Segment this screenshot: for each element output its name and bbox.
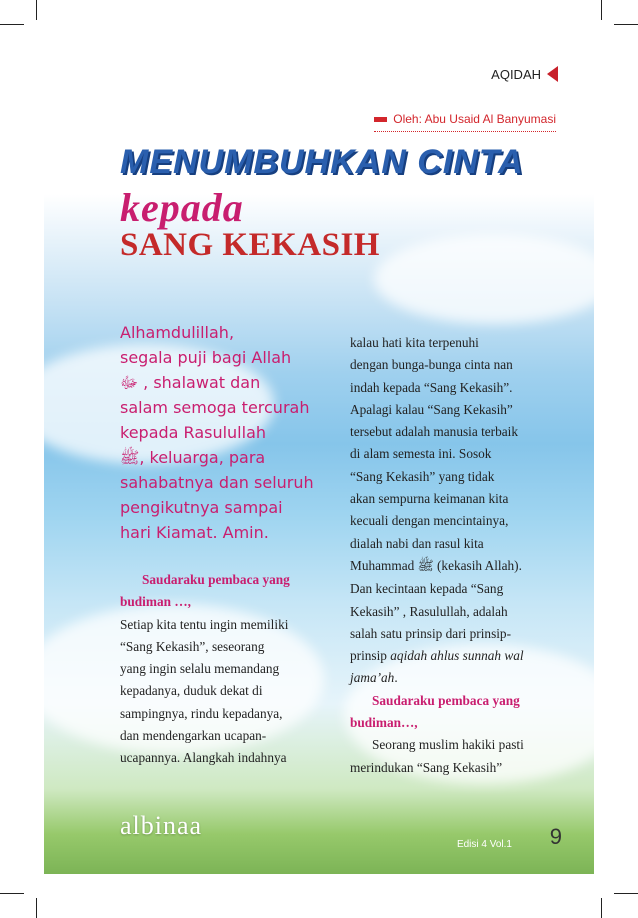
crop-mark <box>601 898 602 918</box>
body-line: di alam semesta ini. Sosok <box>350 446 492 462</box>
intro-paragraph <box>120 320 342 545</box>
crop-mark <box>36 0 37 20</box>
body-line: prinsip aqidah ahlus sunnah wal <box>350 648 524 664</box>
body-line: indah kepada “Sang Kekasih”. <box>350 379 513 395</box>
intro-text: , keluarga, para <box>139 448 266 467</box>
body-line: kecuali dengan mencintainya, <box>350 513 509 529</box>
title-line-3: SANG KEKASIH <box>120 227 380 263</box>
title-line-2: kepada <box>120 185 244 230</box>
intro-line: sahabatnya dan seluruh <box>120 473 314 492</box>
author-byline <box>374 112 556 132</box>
body-line: Dan kecintaan kepada “Sang <box>350 581 504 597</box>
body-line: sampingnya, rindu kepadanya, <box>120 705 283 721</box>
body-line: tersebut adalah manusia terbaik <box>350 424 518 440</box>
crop-mark <box>614 893 638 894</box>
magazine-logo: albinaa <box>120 811 203 840</box>
page-number: 9 <box>549 824 562 849</box>
left-column <box>120 569 332 770</box>
crop-mark <box>0 24 24 25</box>
intro-line: kepada Rasulullah <box>120 423 267 442</box>
body-line: “Sang Kekasih”, seseorang <box>120 638 265 654</box>
body-line: salah satu prinsip dari prinsip- <box>350 625 512 641</box>
intro-line <box>120 445 342 470</box>
body-line: yang ingin selalu memandang <box>120 661 280 677</box>
body-line: Apalagi kalau “Sang Kekasih” <box>350 401 513 417</box>
body-line: “Sang Kekasih” yang tidak <box>350 468 495 484</box>
body-line: Seorang muslim hakiki pasti <box>372 737 524 753</box>
intro-line: hari Kiamat. Amin. <box>120 523 269 542</box>
allah-glyph-icon: ﷻ <box>120 373 139 392</box>
column-heading: budiman …, <box>120 594 191 610</box>
column-heading: Saudaraku pembaca yang <box>372 692 520 708</box>
author-bar-icon <box>374 117 387 122</box>
magazine-page <box>44 44 594 874</box>
body-line: kepadanya, duduk dekat di <box>120 683 263 699</box>
salawat-glyph-icon: ﷺ <box>120 448 140 467</box>
crop-mark <box>614 24 638 25</box>
salawat-glyph-icon: ﷺ <box>417 558 434 574</box>
edition-label: Edisi 4 Vol.1 <box>456 839 512 850</box>
intro-line: pengikutnya sampai <box>120 498 283 517</box>
body-line: Kekasih” , Rasulullah, adalah <box>350 603 508 619</box>
intro-text: , shalawat dan <box>138 373 261 392</box>
section-tag <box>491 66 558 82</box>
body-line: jama’ah. <box>350 670 398 686</box>
intro-line <box>120 370 342 395</box>
body-line: dan mendengarkan ucapan- <box>120 728 267 744</box>
intro-line: segala puji bagi Allah <box>120 348 292 367</box>
body-line: kalau hati kita terpenuhi <box>350 335 479 350</box>
body-line: akan sempurna keimanan kita <box>350 491 509 507</box>
body-line: Muhammad ﷺ (kekasih Allah). <box>350 557 522 574</box>
section-arrow-icon <box>547 66 558 82</box>
intro-line: salam semoga tercurah <box>120 398 310 417</box>
author-name: Oleh: Abu Usaid Al Banyumasi <box>393 112 556 126</box>
body-line: ucapannya. Alangkah indahnya <box>120 750 287 766</box>
right-column <box>350 332 564 779</box>
intro-line: Alhamdulillah, <box>120 323 235 342</box>
crop-mark <box>0 893 24 894</box>
column-heading: Saudaraku pembaca yang <box>142 572 290 587</box>
section-label: AQIDAH <box>491 66 541 82</box>
body-line: merindukan “Sang Kekasih” <box>350 759 503 775</box>
crop-mark <box>36 898 37 918</box>
body-line: dialah nabi dan rasul kita <box>350 535 484 551</box>
cloud-decoration <box>374 234 594 324</box>
title-line-1: MENUMBUHKAN CINTA <box>120 143 524 181</box>
column-heading: budiman…, <box>350 715 418 731</box>
body-line: dengan bunga-bunga cinta nan <box>350 357 513 373</box>
crop-mark <box>601 0 602 20</box>
body-line: Setiap kita tentu ingin memiliki <box>120 616 289 632</box>
